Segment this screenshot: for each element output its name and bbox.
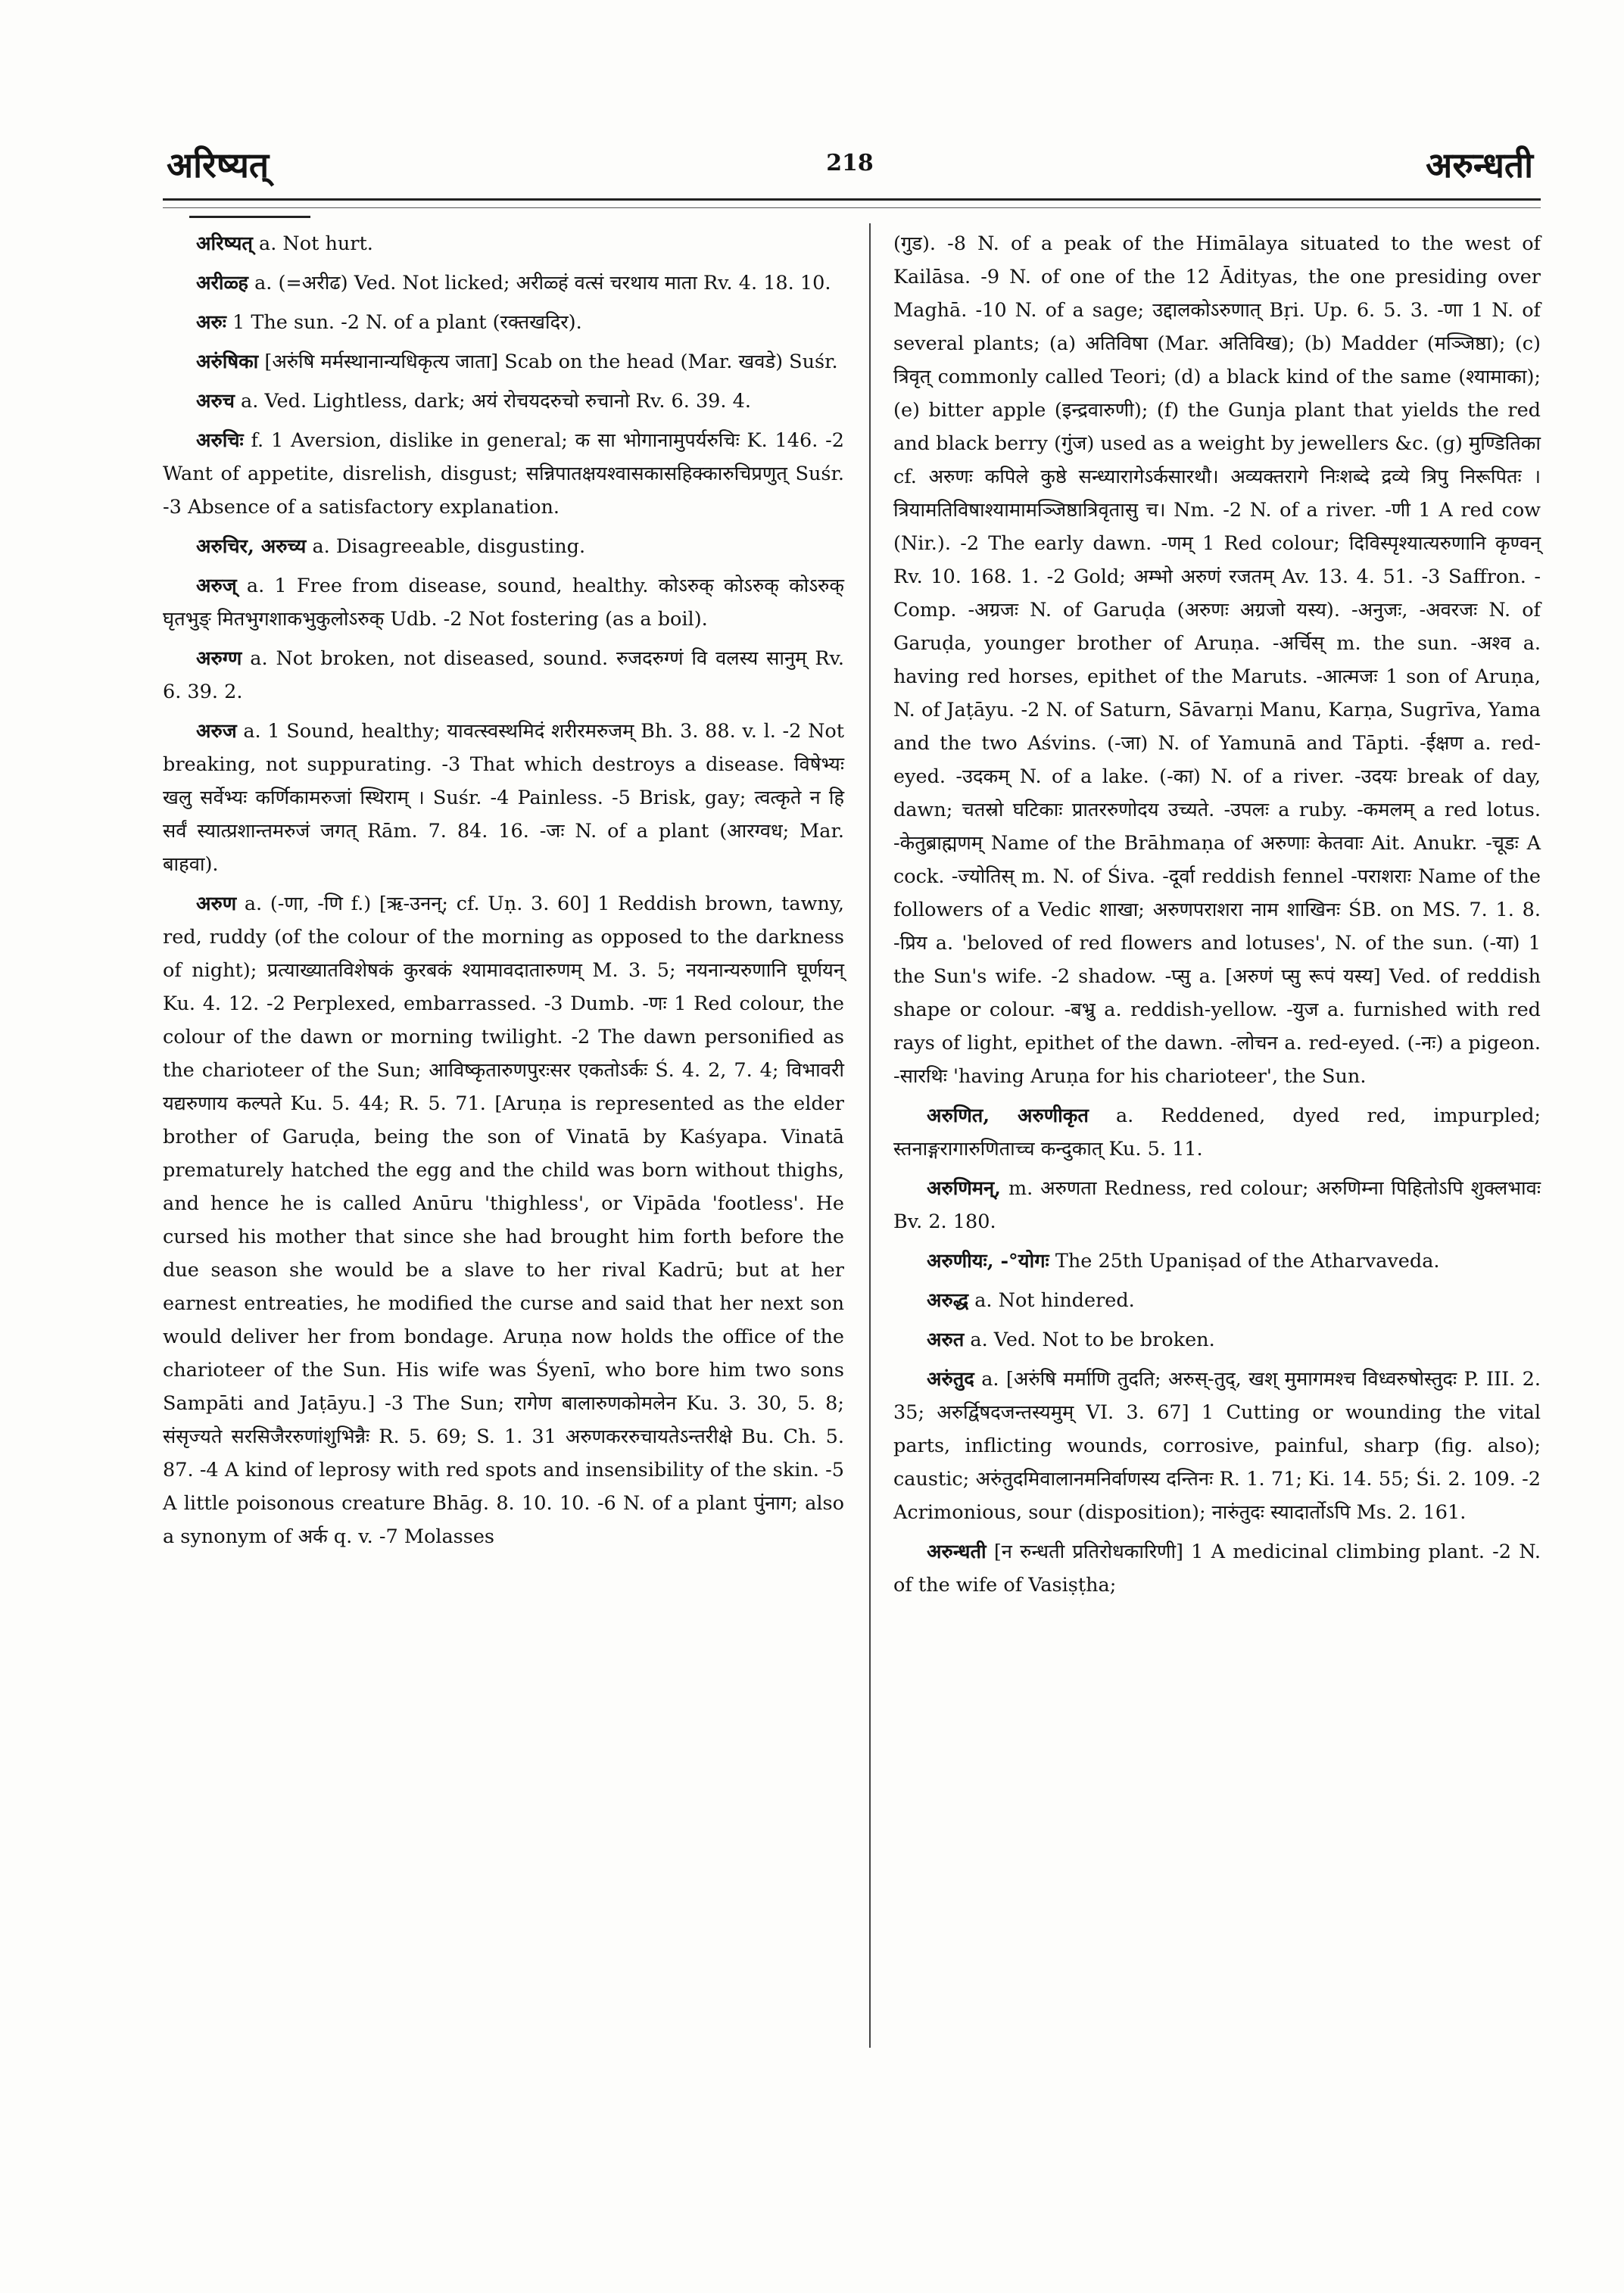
column-divider xyxy=(869,223,871,2048)
entry-headword: अरुत xyxy=(927,1329,965,1351)
entry-definition: a. 1 Free from disease, sound, healthy. कोऽरुक् कोऽरुक् कोऽरुक् घृतभुङ् मितभुगशाकभुकुलोऽरुक् Udb. -2 Not fostering (as a boil). xyxy=(163,575,844,631)
entry-definition: a. Not broken, not diseased, sound. रुजदरुग्णं वि वलस्य सानुम् Rv. 6. 39. 2. xyxy=(163,647,845,703)
entry-definition: a. [अरुंषि मर्माणि तुदति; अरुस्-तुद्, खश् मुमागमश्च विध्वरुषोस्तुदः P. III. 2. 35; अरुर्द्विषदजन्तस्यमुम् VI. 3. 67] 1 Cutting or wounding the vital parts, inflicting wounds, corrosive, painful, sharp (fig. also); caustic; अरुंतुदमिवालानमनिर्वाणस्य दन्तिनः R. 1. 71; Ki. 14. 55; Śi. 2. 109. -2 Acrimonious, sour (disposition); नारुंतुदः स्यादार्तोऽपि Ms. 2. 161. xyxy=(893,1368,1541,1524)
dictionary-entry xyxy=(893,1172,1541,1238)
dictionary-entry xyxy=(163,569,844,636)
dictionary-entry xyxy=(893,1284,1541,1317)
right-column xyxy=(893,227,1541,1608)
dictionary-entry xyxy=(893,1535,1541,1602)
entry-headword: अरुंषिका xyxy=(196,350,259,373)
entry-definition: a. Reddened, dyed red, impurpled; स्तनाङ्गरागारुणिताच्च कन्दुकात् Ku. 5. 11. xyxy=(893,1104,1541,1161)
entry-definition: 1 The sun. -2 N. of a plant (रक्तखदिर). xyxy=(232,311,582,334)
entry-headword: अरुच xyxy=(196,390,235,413)
entry-definition: a. Ved. Lightless, dark; अयं रोचयदरुचो रुचानो Rv. 6. 39. 4. xyxy=(241,390,751,413)
entry-headword: अरुग्ण xyxy=(196,647,242,670)
dictionary-entry xyxy=(893,1245,1541,1278)
entry-definition: a. Not hurt. xyxy=(259,232,373,255)
entry-definition: a. (=अरीढ) Ved. Not licked; अरीळ्हं वत्सं चरथाय माता Rv. 4. 18. 10. xyxy=(254,272,831,294)
entry-definition: a. Ved. Not to be broken. xyxy=(970,1329,1215,1351)
entry-definition: [न रुन्धती प्रतिरोधकारिणी] 1 A medicinal climbing plant. -2 N. of the wife of Vasiṣṭha; xyxy=(893,1541,1541,1597)
dictionary-entry xyxy=(163,715,844,881)
page-header xyxy=(159,135,1541,188)
dictionary-entry xyxy=(163,530,844,563)
entry-definition: a. 1 Sound, healthy; यावत्स्वस्थमिदं शरीरमरुजम् Bh. 3. 88. v. l. -2 Not breaking, not suppurating. -3 That which destroys a disease. विषेभ्यः खलु सर्वेभ्यः कर्णिकामरुजां स्थिराम् । Suśr. -4 Painless. -5 Brisk, gay; त्वत्कृते न हि सर्वं स्यात्प्रशान्तमरुजं जगत् Rām. 7. 84. 16. -जः N. of a plant (आरग्वध; Mar. बाहवा). xyxy=(163,720,844,876)
dictionary-entry xyxy=(163,424,844,524)
dictionary-entry xyxy=(163,385,844,418)
entry-definition: m. अरुणता Redness, red colour; अरुणिम्ना पिहितोऽपि शुक्लभावः Bv. 2. 180. xyxy=(893,1177,1541,1233)
dictionary-entry xyxy=(163,227,844,260)
entry-headword: अरुणित, अरुणीकृत xyxy=(927,1104,1089,1127)
entry-headword: अरुद्ध xyxy=(927,1289,969,1312)
entry-headword: अरुज् xyxy=(196,575,237,597)
left-column xyxy=(163,227,844,1559)
entry-headword: अरीळ्ह xyxy=(196,272,248,294)
dictionary-entry xyxy=(163,266,844,300)
entry-definition: f. 1 Aversion, dislike in general; क सा भोगानामुपर्यरुचिः K. 146. -2 Want of appetite, disrelish, disgust; सन्निपातक्षयश्वासकासहिक्कारुचिप्रणुत् Suśr. -3 Absence of a satisfactory explanation. xyxy=(163,429,844,519)
header-rule-thin xyxy=(163,207,1541,208)
dictionary-entry xyxy=(163,345,844,379)
entry-headword: अरुचिर, अरुच्य xyxy=(196,535,307,558)
entry-headword: अरुः xyxy=(196,311,226,334)
entry-definition: a. Not hindered. xyxy=(974,1289,1135,1312)
entry-definition: The 25th Upaniṣad of the Atharvaveda. xyxy=(1055,1250,1440,1273)
column-start-rule xyxy=(189,216,310,218)
header-left-guideword: अरिष्यत् xyxy=(167,145,270,185)
entry-definition: a. (-णा, -णि f.) [ऋ-उनन्; cf. Uṇ. 3. 60] 1 Reddish brown, tawny, red, ruddy (of the colour of the morning as opposed to the darkness of night); प्रत्याख्यातविशेषकं कुरबकं श्यामावदातारुणम् M. 3. 5; नयनान्यरुणानि घूर्णयन् Ku. 4. 12. -2 Perplexed, embarrassed. -3 Dumb. -णः 1 Red colour, the colour of the dawn or morning twilight. -2 The dawn personified as the charioteer of the Sun; आविष्कृतारुणपुरःसर एकतोऽर्कः Ś. 4. 2, 7. 4; विभावरी यद्यरुणाय कल्पते Ku. 5. 44; R. 5. 71. [Aruṇa is represented as the elder brother of Garuḍa, being the son of Vinatā by Kaśyapa. Vinatā prematurely hatched the egg and the child was born without thighs, and hence he is called Anūru 'thighless', or Vipāda 'footless'. He cursed his mother that since she had brought him forth before the due season she would be a slave to her rival Kadrū; but at her earnest entreaties, he modified the curse and said that her next son would deliver her from bondage. Aruṇa now holds the office of the charioteer of the Sun. His wife was Śyenī, who bore him two sons Sampāti and Jaṭāyu.] -3 The Sun; रागेण बालारुणकोमलेन Ku. 3. 30, 5. 8; संसृज्यते सरसिजैररुणांशुभिन्नैः R. 5. 69; S. 1. 31 अरुणकररुचायतेऽन्तरीक्षे Bu. Ch. 5. 87. -4 A kind of leprosy with red spots and insensibility of the skin. -5 A little poisonous creature Bhāg. 8. 10. 10. -6 N. of a plant पुंनाग; also a synonym of अर्क q. v. -7 Molasses xyxy=(163,893,845,1548)
entry-headword: अरुंतुद xyxy=(927,1368,974,1391)
dictionary-entry xyxy=(163,887,844,1553)
dictionary-entry xyxy=(893,1363,1541,1529)
dictionary-entry xyxy=(893,1323,1541,1357)
entry-headword: अरुज xyxy=(196,720,237,743)
entry-headword: अरुणिमन्, xyxy=(927,1177,1002,1200)
entry-headword: अरुचिः xyxy=(196,429,244,452)
dictionary-entry xyxy=(163,306,844,339)
entry-definition: a. Disagreeable, disgusting. xyxy=(312,535,586,558)
entry-headword: अरुन्धती xyxy=(927,1541,987,1563)
page-number: 218 xyxy=(826,150,874,176)
entry-headword: अरुण xyxy=(196,893,237,915)
header-right-guideword: अरुन्धती xyxy=(1426,145,1533,185)
entry-definition: [अरुंषि मर्मस्थानान्यधिकृत्य जाता] Scab on the head (Mar. खवडे) Suśr. xyxy=(264,350,838,373)
dictionary-entry xyxy=(893,227,1541,1093)
entry-definition: (गुड). -8 N. of a peak of the Himālaya situated to the west of Kailāsa. -9 N. of one of the 12 Ādityas, the one presiding over Maghā. -10 N. of a sage; उद्दालकोऽरुणात् Bṛi. Up. 6. 5. 3. -णा 1 N. of several plants; (a) अतिविषा (Mar. अतिविख); (b) Madder (मञ्जिष्ठा); (c) त्रिवृत् commonly called Teori; (d) a black kind of the same (श्यामाका); (e) bitter apple (इन्द्रवारुणी); (f) the Gunja plant that yields the red and black berry (गुंज) used as a weight by jewellers &c. (g) मुण्डितिका cf. अरुणः कपिले कुष्ठे सन्ध्यारागेऽर्कसारथौ। अव्यक्तरागे निःशब्दे द्रव्ये त्रिपु निरूपितः । त्रियामतिविषाश्यामामञ्जिष्ठात्रिवृतासु च। Nm. -2 N. of a river. -णी 1 A red cow (Nir.). -2 The early dawn. -णम् 1 Red colour; दिविस्पृश्यात्यरुणानि कृण्वन् Rv. 10. 168. 1. -2 Gold; अम्भो अरुणं रजतम् Av. 13. 4. 51. -3 Saffron. -Comp. -अग्रजः N. of Garuḍa (अरुणः अग्रजो यस्य). -अनुजः, -अवरजः N. of Garuḍa, younger brother of Aruṇa. -अर्चिस् m. the sun. -अश्व a. having red horses, epithet of the Maruts. -आत्मजः 1 son of Aruṇa, N. of Jaṭāyu. -2 N. of Saturn, Sāvarṇi Manu, Karṇa, Sugrīva, Yama and the two Aśvins. (-जा) N. of Yamunā and Tāpti. -ईक्षण a. red-eyed. -उदकम् N. of a lake. (-का) N. of a river. -उदयः break of day, dawn; चतस्रो घटिकाः प्रातररुणोदय उच्यते. -उपलः a ruby. -कमलम् a red lotus. -केतुब्राह्मणम् Name of the Brāhmaṇa of अरुणाः केतवाः Ait. Anukr. -चूडः A cock. -ज्योतिस् m. N. of Śiva. -दूर्वा reddish fennel -पराशराः Name of the followers of a Vedic शाखा; अरुणपराशरा नाम शाखिनः ŚB. on MS. 7. 1. 8. -प्रिय a. 'beloved of red flowers and lotuses', N. of the sun. (-या) 1 the Sun's wife. -2 shadow. -प्सु a. [अरुणं प्सु रूपं यस्य] Ved. of reddish shape or colour. -बभ्रु a. reddish-yellow. -युज a. furnished with red rays of light, epithet of the dawn. -लोचन a. red-eyed. (-नः) a pigeon. -सारथिः 'having Aruṇa for his charioteer', the Sun. xyxy=(893,232,1541,1088)
dictionary-entry xyxy=(163,642,844,709)
entry-headword: अरिष्यत् xyxy=(196,232,253,255)
entry-headword: अरुणीयः, -°योगः xyxy=(927,1250,1049,1273)
header-rule xyxy=(163,198,1541,201)
dictionary-entry xyxy=(893,1099,1541,1166)
